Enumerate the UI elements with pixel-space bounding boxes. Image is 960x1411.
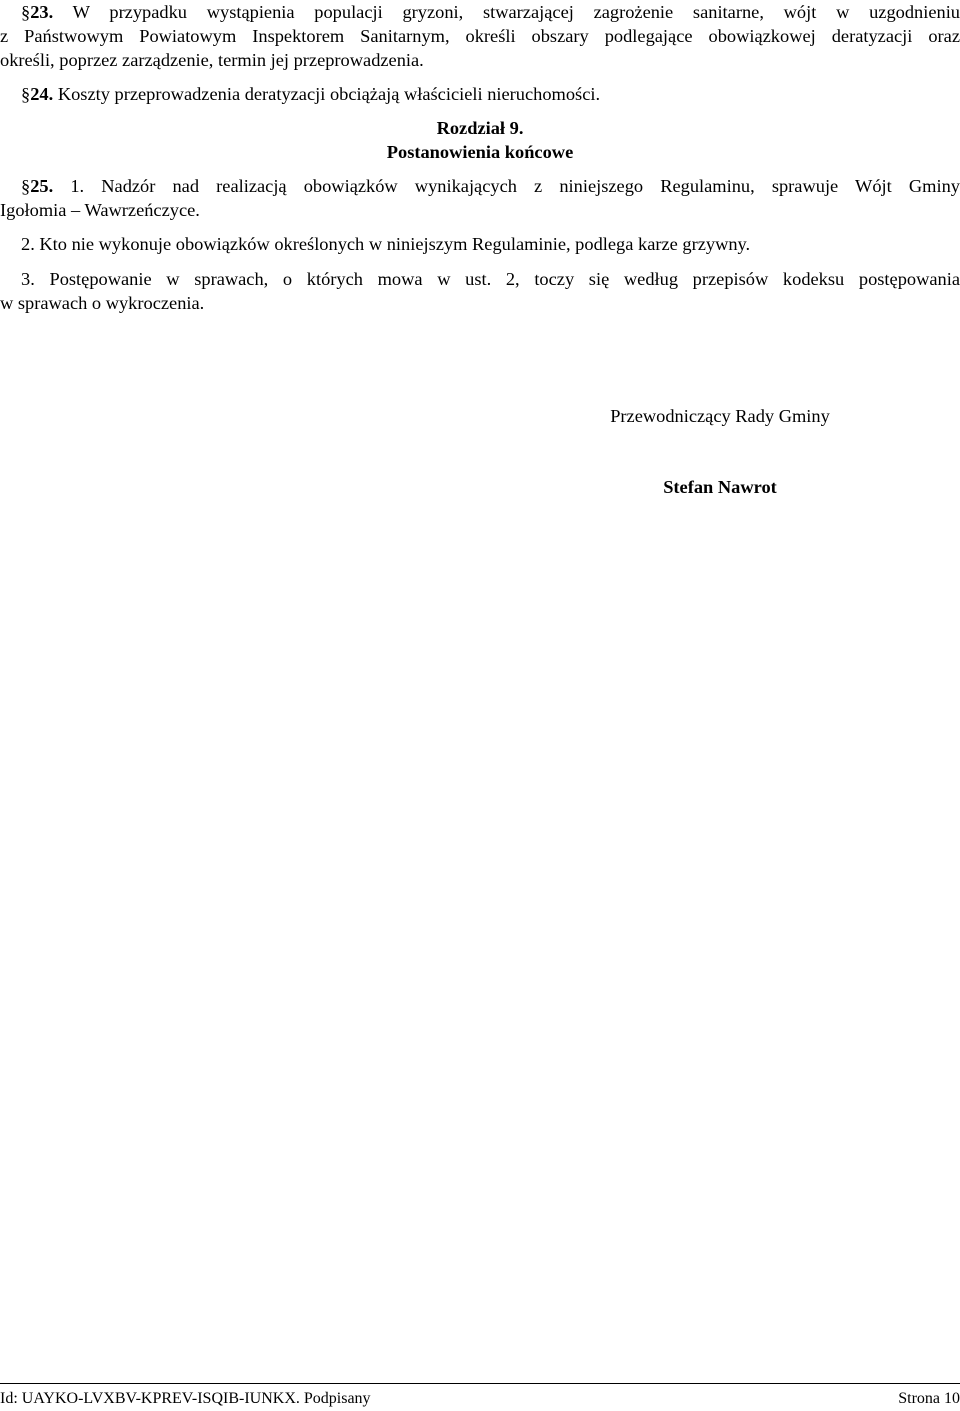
paragraph-24 <box>0 82 960 106</box>
item-number: 3. <box>21 269 35 289</box>
item-number: 1. <box>70 176 85 196</box>
paragraph-text: W przypadku wystąpienia populacji gryzoni, stwarzającej zagrożenie sanitarne, wójt w uzgodnieniu <box>72 2 960 22</box>
paragraph-25-item-3-line-1 <box>0 267 960 291</box>
paragraph-23-line-3: określi, poprzez zarządzenie, termin jej przeprowadzenia. <box>0 50 424 70</box>
paragraph-23-line-1 <box>0 0 960 24</box>
section-sign: § <box>21 2 31 22</box>
footer-document-id: Id: UAYKO-LVXBV-KPREV-ISQIB-IUNKX. Podpisany <box>0 1390 371 1407</box>
signature-role: Przewodniczący Rady Gminy <box>610 406 830 426</box>
paragraph-25-item-2 <box>0 232 960 256</box>
chapter-subtitle: Postanowienia końcowe <box>386 142 574 162</box>
item-text: Kto nie wykonuje obowiązków określonych w niniejszym Regulaminie, podlega karze grzywny. <box>39 234 751 254</box>
paragraph-number: 25. <box>30 176 54 196</box>
paragraph-number: 23. <box>30 2 54 22</box>
item-text: Nadzór nad realizacją obowiązków wynikających z niniejszego Regulaminu, sprawuje Wójt Gminy <box>101 176 960 196</box>
item-number: 2. <box>21 234 35 254</box>
paragraph-number: 24. <box>30 84 54 104</box>
item-text: Postępowanie w sprawach, o których mowa w ust. 2, toczy się według przepisów kodeksu postępowania <box>49 269 960 289</box>
paragraph-23 <box>0 0 960 72</box>
chapter-title: Rozdział 9. <box>436 118 524 138</box>
paragraph-25-item-3 <box>0 267 960 315</box>
section-sign: § <box>21 84 31 104</box>
footer-page-number: Strona 10 <box>898 1390 960 1407</box>
paragraph-25-line-1 <box>0 174 960 198</box>
paragraph-23-line-2: z Państwowym Powiatowym Inspektorem Sanitarnym, określi obszary podlegające obowiązkowej deratyzacji oraz <box>0 26 960 46</box>
footer-divider <box>0 1383 960 1384</box>
section-sign: § <box>21 176 31 196</box>
paragraph-25-item-1 <box>0 174 960 222</box>
signature-name: Stefan Nawrot <box>663 477 777 497</box>
paragraph-25-item-3-line-2: w sprawach o wykroczenia. <box>0 293 205 313</box>
paragraph-25-line-2: Igołomia – Wawrzeńczyce. <box>0 200 200 220</box>
paragraph-text: Koszty przeprowadzenia deratyzacji obciążają właścicieli nieruchomości. <box>57 84 601 104</box>
